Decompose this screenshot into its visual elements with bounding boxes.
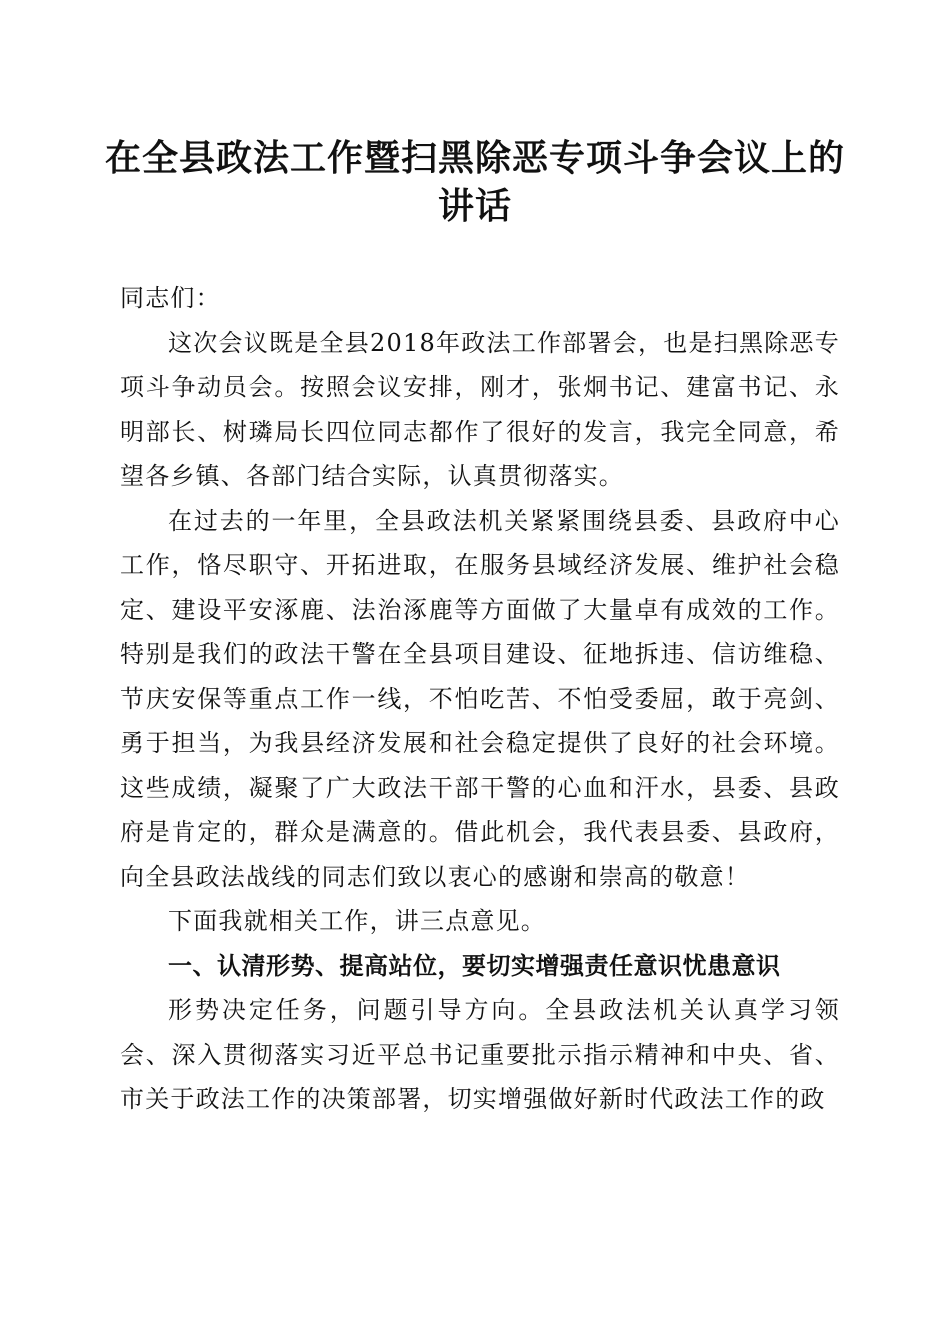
document-title-line-1: 在全县政法工作暨扫黑除恶专项斗争会议上的 <box>104 137 845 179</box>
paragraph-opening: 这次会议既是全县2018年政法工作部署会，也是扫黑除恶专项斗争动员会。按照会议安排，刚才，张炯书记、建富书记、永明部长、树璘局长四位同志都作了很好的发言，我完全同意，希望各乡镇、各部门结合实际，认真贯彻落实。 <box>120 328 840 490</box>
salutation: 同志们： <box>120 284 221 312</box>
document-title-line-2: 讲话 <box>437 185 512 227</box>
paragraph-achievements: 在过去的一年里，全县政法机关紧紧围绕县委、县政府中心工作，恪尽职守、开拓进取，在服务县域经济发展、维护社会稳定、建设平安涿鹿、法治涿鹿等方面做了大量卓有成效的工作。特别是我们的政法干警在全县项目建设、征地拆违、信访维稳、节庆安保等重点工作一线，不怕吃苦、不怕受委屈，敢于亮剑、勇于担当，为我县经济发展和社会稳定提供了良好的社会环境。这些成绩，凝聚了广大政法干部干警的心血和汗水，县委、县政府是肯定的，群众是满意的。借此机会，我代表县委、县政府，向全县政法战线的同志们致以衷心的感谢和崇高的敬意！ <box>120 506 840 891</box>
section-1-paragraph: 形势决定任务，问题引导方向。全县政法机关认真学习领会、深入贯彻落实习近平总书记重要批示指示精神和中央、省、市关于政法工作的决策部署，切实增强做好新时代政法工作的政 <box>120 996 840 1113</box>
section-heading-1: 一、认清形势、提高站位，要切实增强责任意识忧患意识 <box>168 951 781 980</box>
document-body <box>120 276 840 1122</box>
paragraph-transition: 下面我就相关工作，讲三点意见。 <box>168 907 546 935</box>
